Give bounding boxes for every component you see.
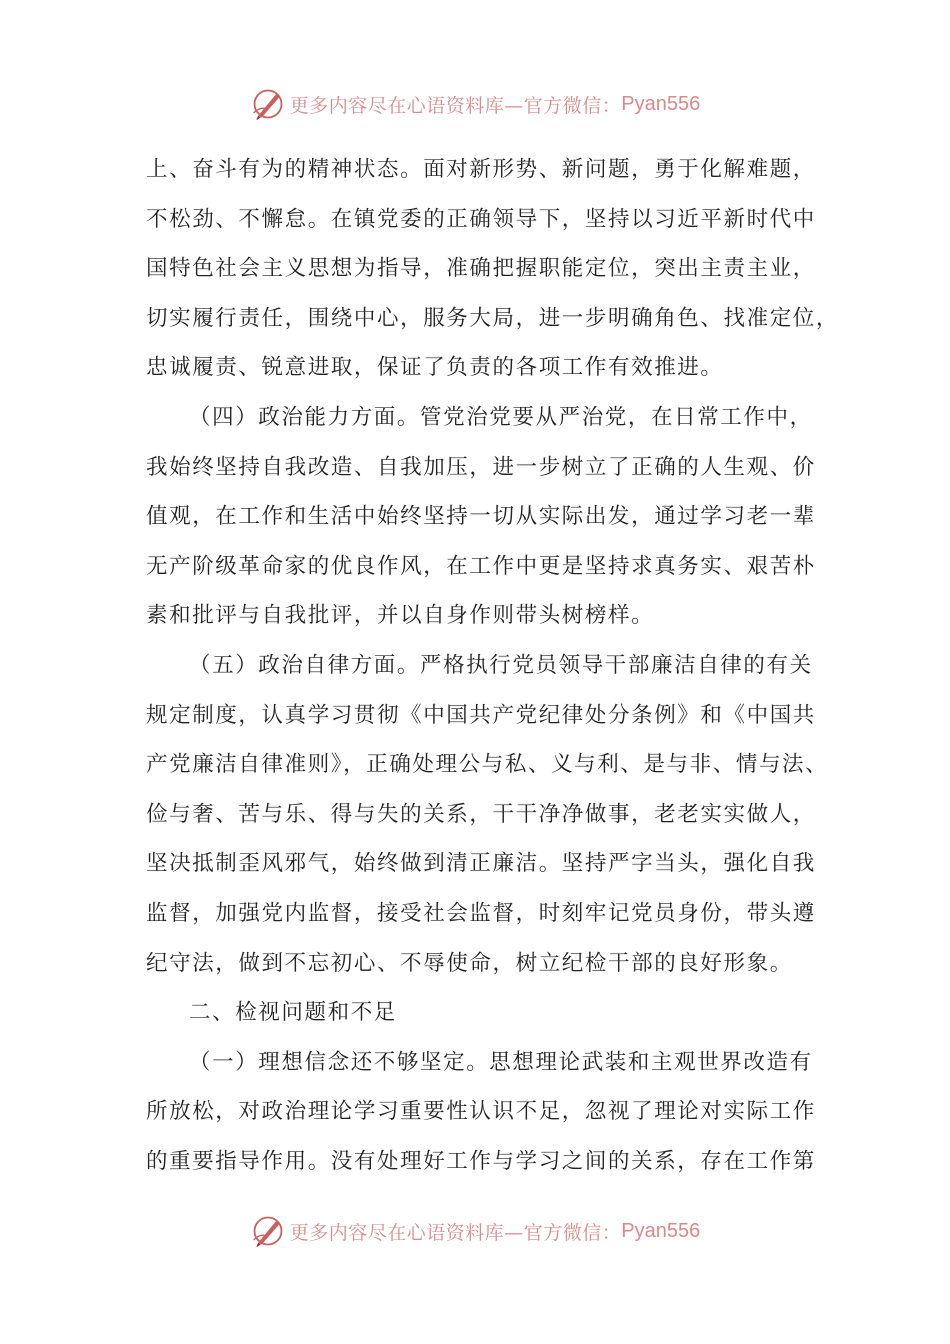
footer-watermark-banner bbox=[0, 1211, 950, 1251]
body-line: 忠诚履责、锐意进取，保证了负责的各项工作有效推进。 bbox=[146, 355, 724, 381]
footer-banner-text: 更多内容尽在心语资料库—官方微信： bbox=[289, 1221, 622, 1244]
body-line: 素和批评与自我批评，并以自身作则带头树榜样。 bbox=[146, 603, 655, 629]
pen-logo-icon bbox=[250, 1213, 286, 1249]
body-line: 不松劲、不懈怠。在镇党委的正确领导下，坚持以习近平新时代中 bbox=[146, 206, 816, 232]
body-line: 切实履行责任，围绕中心，服务大局，进一步明确角色、找准定位， bbox=[146, 305, 840, 331]
body-line: 上、奋斗有为的精神状态。面对新形势、新问题，勇于化解难题， bbox=[146, 157, 816, 182]
body-line: 监督，加强党内监督，接受社会监督，时刻牢记党员身份，带头遵 bbox=[146, 900, 816, 926]
body-line: 俭与奢、苦与乐、得与失的关系，干干净净做事，老老实实做人， bbox=[146, 801, 816, 827]
body-line: 坚决抵制歪风邪气，始终做到清正廉洁。坚持严字当头，强化自我 bbox=[146, 851, 816, 877]
paragraph-start-line: （五）政治自律方面。严格执行党员领导干部廉洁自律的有关 bbox=[189, 652, 813, 678]
section-heading: 二、检视问题和不足 bbox=[189, 1000, 397, 1026]
body-line: 纪守法，做到不忘初心、不辱使命，树立纪检干部的良好形象。 bbox=[146, 950, 793, 976]
header-banner-wechat-id: Pyan556 bbox=[621, 92, 701, 115]
body-line: 无产阶级革命家的优良作风，在工作中更是坚持求真务实、艰苦朴 bbox=[146, 553, 816, 579]
body-line: 的重要指导作用。没有处理好工作与学习之间的关系，存在工作第 bbox=[146, 1148, 816, 1174]
header-banner-text: 更多内容尽在心语资料库—官方微信： bbox=[289, 94, 622, 117]
body-line: 规定制度，认真学习贯彻《中国共产党纪律处分条例》和《中国共 bbox=[146, 702, 816, 728]
body-line: 我始终坚持自我改造、自我加压，进一步树立了正确的人生观、价 bbox=[146, 454, 816, 480]
footer-banner-wechat-id: Pyan556 bbox=[621, 1219, 701, 1242]
body-line: 产党廉洁自律准则》，正确处理公与私、义与利、是与非、情与法、 bbox=[146, 752, 829, 778]
document-body bbox=[146, 150, 840, 1191]
body-line: 值观，在工作和生活中始终坚持一切从实际出发，通过学习老一辈 bbox=[146, 504, 816, 530]
paragraph-start-line: （一）理想信念还不够坚定。思想理论武装和主观世界改造有 bbox=[189, 1049, 813, 1075]
pen-logo-icon bbox=[250, 86, 286, 122]
body-line: 所放松，对政治理论学习重要性认识不足，忽视了理论对实际工作 bbox=[146, 1099, 816, 1125]
paragraph-start-line: （四）政治能力方面。管党治党要从严治党，在日常工作中， bbox=[189, 404, 813, 430]
body-line: 国特色社会主义思想为指导，准确把握职能定位，突出主责主业， bbox=[146, 256, 816, 282]
header-watermark-banner bbox=[0, 84, 950, 124]
